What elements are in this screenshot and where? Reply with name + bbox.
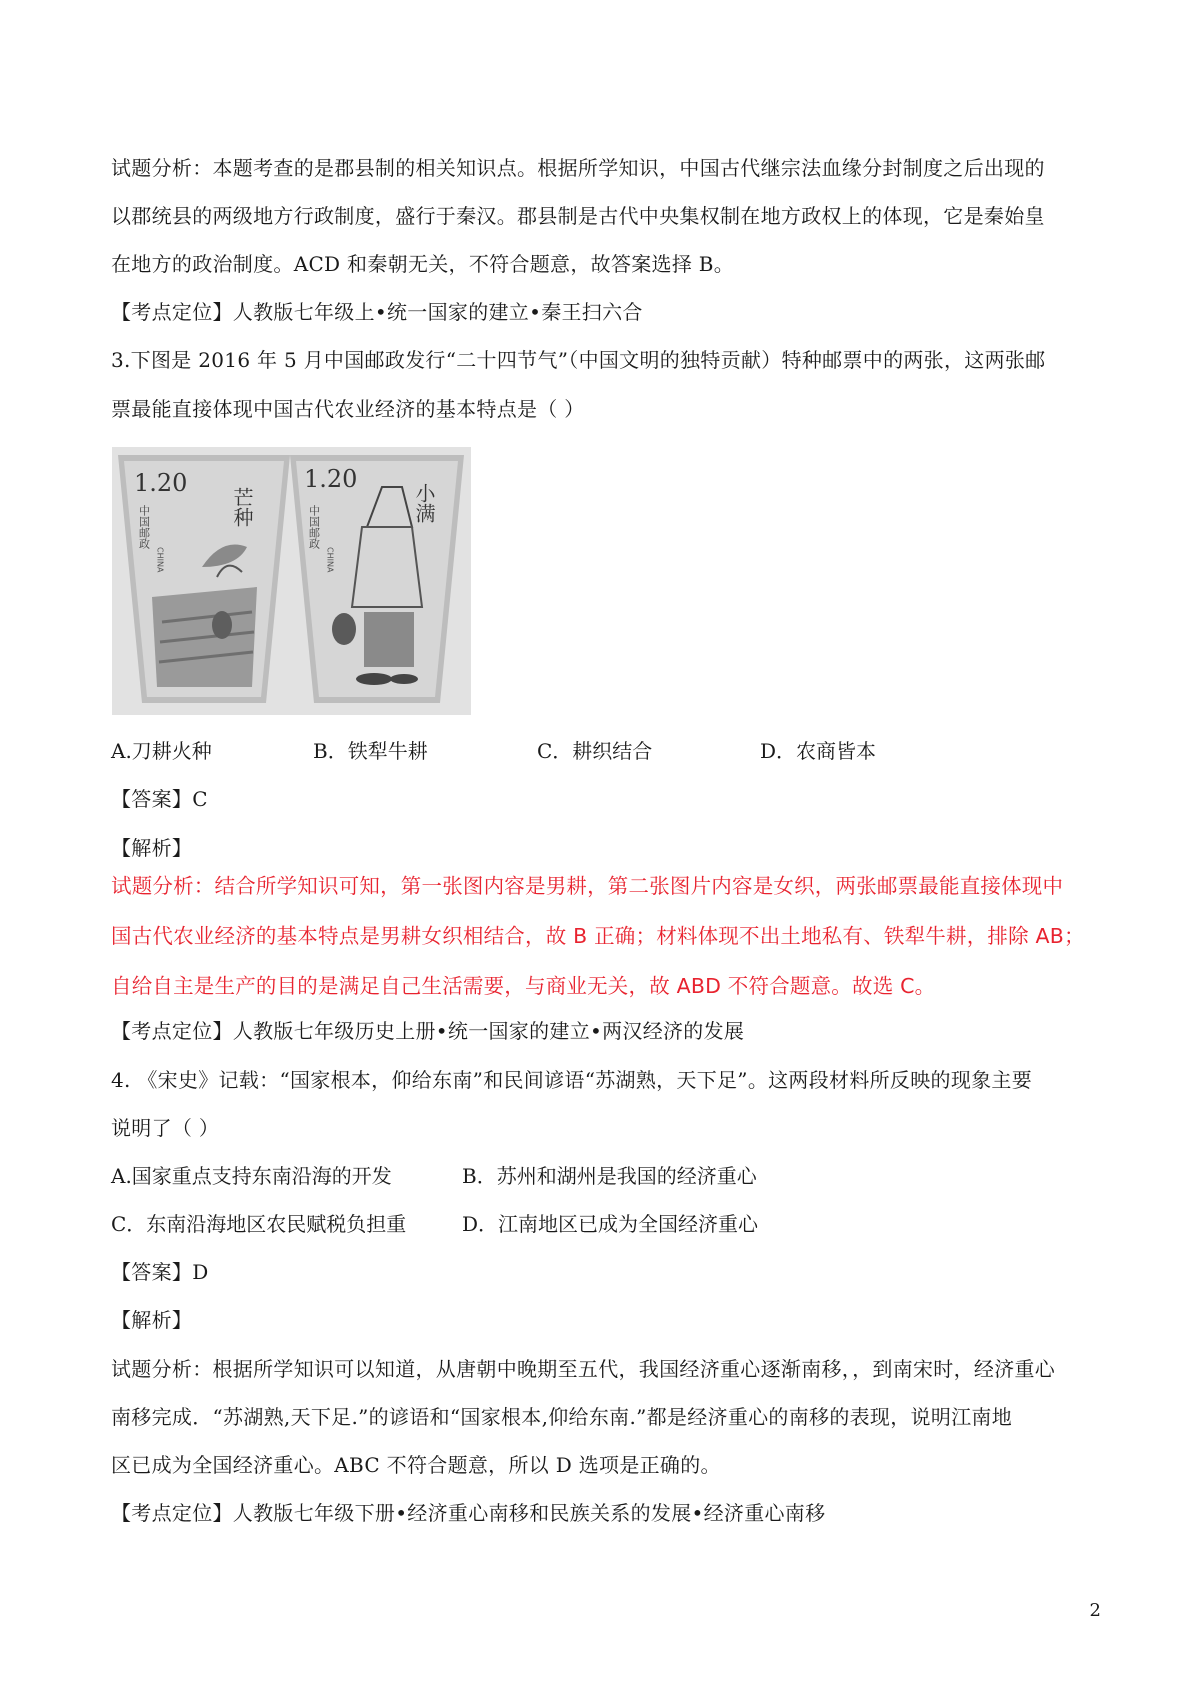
stamp-right-country-en: CHINA	[325, 547, 335, 573]
q2-analysis-line-3: 在地方的政治制度。ACD 和秦朝无关，不符合题意，故答案选择 B。	[111, 252, 735, 276]
stamp-right-value: 1.20	[304, 465, 358, 493]
q3-analysis-line-3: 自给自主是生产的目的是满足自己生活需要，与商业无关，故 ABD 不符合题意。故选 C。	[111, 974, 936, 998]
q3-option-a: A.刀耕火种	[111, 739, 212, 763]
q3-stem-line-2: 票最能直接体现中国古代农业经济的基本特点是（ ）	[111, 397, 585, 421]
q4-option-d: D．江南地区已成为全国经济重心	[462, 1212, 759, 1236]
q3-stem-line-1: 3.下图是 2016 年 5 月中国邮政发行“二十四节气”（中国文明的独特贡献）特种邮票中的两张，这两张邮	[111, 348, 1046, 372]
q4-option-a: A.国家重点支持东南沿海的开发	[111, 1164, 392, 1188]
q3-analysis-line-2: 国古代农业经济的基本特点是男耕女织相结合，故 B 正确；材料体现不出土地私有、铁犁牛耕，排除 AB；	[111, 924, 1085, 948]
q4-option-c: C．东南沿海地区农民赋税负担重	[111, 1212, 407, 1236]
q3-option-c: C．耕织结合	[537, 739, 653, 763]
q4-stem-line-2: 说明了（ ）	[111, 1116, 220, 1140]
stamp-left-value: 1.20	[134, 469, 188, 497]
stamp-left	[118, 455, 290, 703]
stamp-right	[290, 455, 464, 703]
q4-analysis-line-2: 南移完成．“苏湖熟,天下足.”的谚语和“国家根本,仰给东南.”都是经济重心的南移的表现，说明江南地	[111, 1405, 1013, 1429]
stamp-left-country-en: CHINA	[155, 547, 165, 573]
stamp-right-country: 中国邮政	[307, 505, 321, 549]
q4-analysis-label: 【解析】	[111, 1308, 193, 1332]
q2-analysis-line-1: 试题分析：本题考查的是郡县制的相关知识点。根据所学知识，中国古代继宗法血缘分封制度之后出现的	[111, 156, 1045, 180]
q4-option-b: B．苏州和湖州是我国的经济重心	[462, 1164, 757, 1188]
q3-option-d: D．农商皆本	[760, 739, 877, 763]
stamps-image	[112, 447, 471, 715]
q3-option-b: B．铁犁牛耕	[313, 739, 428, 763]
q3-answer: 【答案】C	[111, 787, 208, 811]
stamp-right-title: 小满	[412, 483, 436, 523]
q2-knowledge-point: 【考点定位】人教版七年级上•统一国家的建立•秦王扫六合	[111, 300, 643, 324]
stamp-left-title: 芒种	[230, 487, 254, 527]
q2-analysis-line-2: 以郡统县的两级地方行政制度，盛行于秦汉。郡县制是古代中央集权制在地方政权上的体现，它是秦始皇	[111, 204, 1045, 228]
q4-analysis-line-3: 区已成为全国经济重心。ABC 不符合题意，所以 D 选项是正确的。	[111, 1453, 721, 1477]
stamp-left-country: 中国邮政	[137, 505, 151, 549]
q4-answer: 【答案】D	[111, 1260, 209, 1284]
q4-analysis-line-1: 试题分析：根据所学知识可以知道，从唐朝中晚期至五代，我国经济重心逐渐南移，，到南宋时，经济重心	[111, 1357, 1056, 1381]
q3-knowledge-point: 【考点定位】人教版七年级历史上册•统一国家的建立•两汉经济的发展	[111, 1019, 745, 1043]
q3-analysis-line-1: 试题分析：结合所学知识可知，第一张图内容是男耕，第二张图片内容是女织，两张邮票最能直接体现中	[111, 874, 1064, 898]
q4-knowledge-point: 【考点定位】人教版七年级下册•经济重心南移和民族关系的发展•经济重心南移	[111, 1501, 826, 1525]
q4-stem-line-1: 4. 《宋史》记载：“国家根本，仰给东南”和民间谚语“苏湖熟，天下足”。这两段材料所反映的现象主要	[111, 1068, 1033, 1092]
page-number: 2	[1089, 1600, 1101, 1621]
q3-analysis-label: 【解析】	[111, 836, 193, 860]
